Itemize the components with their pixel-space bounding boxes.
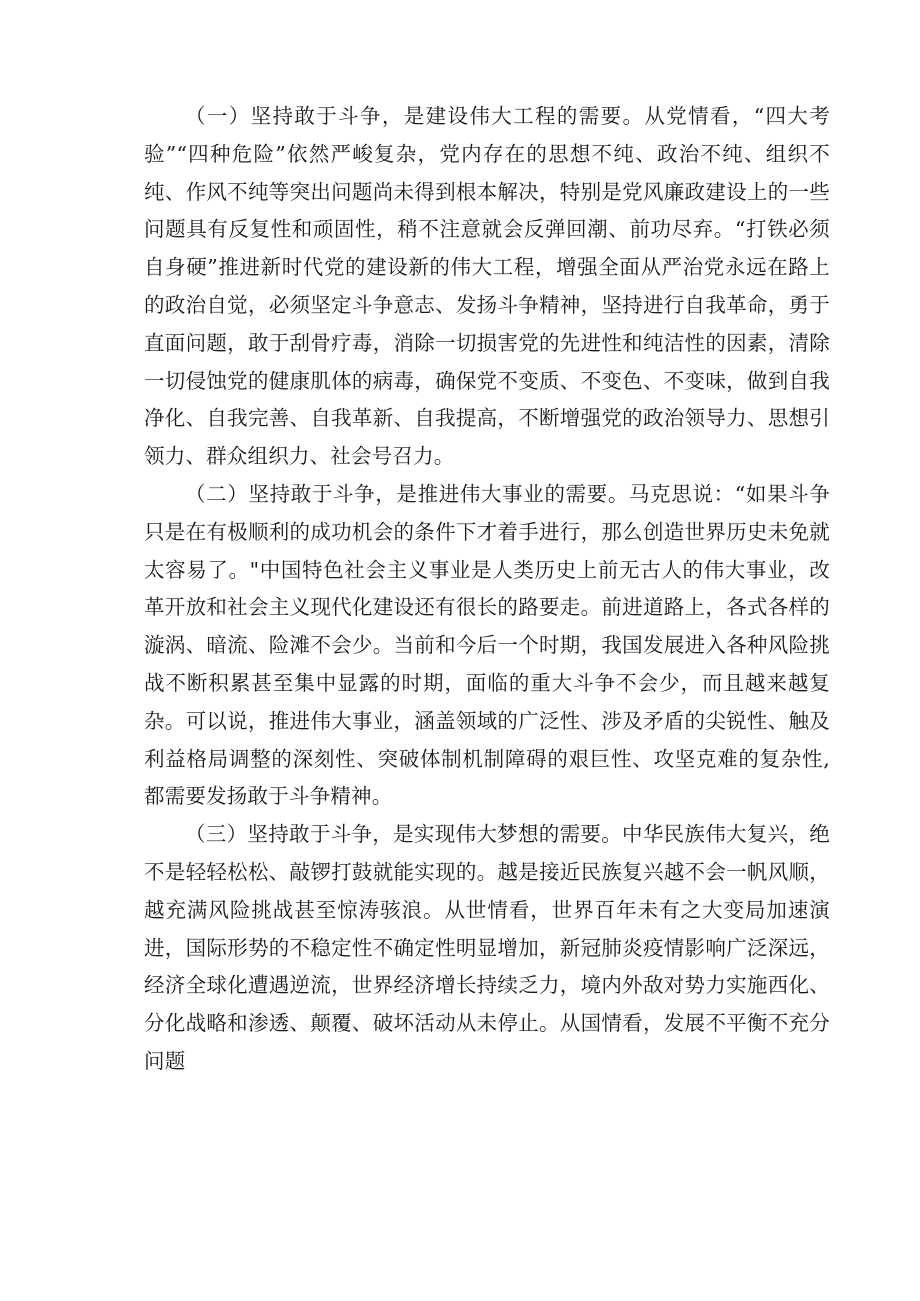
paragraph-2: （二）坚持敢于斗争，是推进伟大事业的需要。马克思说：“如果斗争只是在有极顺利的成功机会的条件下才着手进行，那么创造世界历史未免就太容易了。"中国特色社会主义事业是人类历史上前无古人的伟大事业，改革开放和社会主义现代化建设还有很长的路要走。前进道路上，各式各样的漩涡、暗流、险滩不会少。当前和今后一个时期，我国发展进入各种风险挑战不断积累甚至集中显露的时期，面临的重大斗争不会少，而且越来越复杂。可以说，推进伟大事业，涵盖领域的广泛性、涉及矛盾的尖锐性、触及利益格局调整的深刻性、突破体制机制障碍的艰巨性、攻坚克难的复杂性,都需要发扬敢于斗争精神。 <box>144 481 830 809</box>
paragraph-1: （一）坚持敢于斗争，是建设伟大工程的需要。从党情看，“四大考验”“四种危险”依然严峻复杂，党内存在的思想不纯、政治不纯、组织不纯、作风不纯等突出问题尚未得到根本解决，特别是党风廉政建设上的一些问题具有反复性和顽固性，稍不注意就会反弹回潮、前功尽弃。“打铁必须自身硬”推进新时代党的建设新的伟大工程，增强全面从严治党永远在路上的政治自觉，必须坚定斗争意志、发扬斗争精神，坚持进行自我革命，勇于直面问题，敢于刮骨疗毒，消除一切损害党的先进性和纯洁性的因素，清除一切侵蚀党的健康肌体的病毒，确保党不变质、不变色、不变味，做到自我净化、自我完善、自我革新、自我提高，不断增强党的政治领导力、思想引领力、群众组织力、社会号召力。 <box>144 104 830 469</box>
paragraph-3: （三）坚持敢于斗争，是实现伟大梦想的需要。中华民族伟大复兴，绝不是轻轻松松、敲锣打鼓就能实现的。越是接近民族复兴越不会一帆风顺，越充满风险挑战甚至惊涛骇浪。从世情看，世界百年未有之大变局加速演进，国际形势的不稳定性不确定性明显增加，新冠肺炎疫情影响广泛深远，经济全球化遭遇逆流，世界经济增长持续乏力，境内外敌对势力实施西化、分化战略和渗透、颠覆、破坏活动从未停止。从国情看，发展不平衡不充分问题 <box>144 822 830 1073</box>
document-body <box>144 98 830 1081</box>
